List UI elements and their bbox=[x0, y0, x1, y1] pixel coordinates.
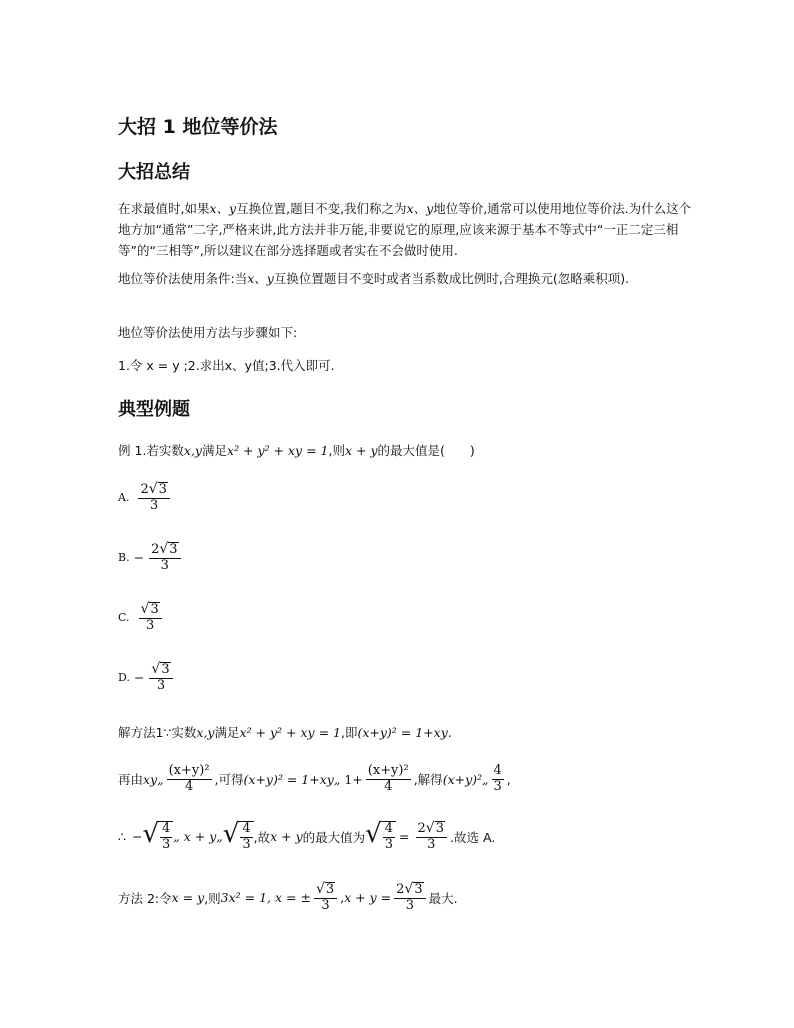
condition-paragraph: 地位等价法使用条件:当x、y互换位置题目不变时或者当系数成比例时,合理换元(忽略乘积项). bbox=[118, 271, 630, 286]
sqrt-icon: √ bbox=[148, 481, 158, 497]
method-intro: 地位等价法使用方法与步骤如下: bbox=[118, 325, 298, 340]
option-b-fraction: 2 √ 3 3 bbox=[149, 542, 180, 574]
sqrt-icon: √ bbox=[425, 820, 435, 836]
sqrt-icon: √ bbox=[222, 819, 240, 849]
fraction-sum-squared-over-4: $\frac{\text{(x+y)²}}{4}$ bbox=[168, 763, 210, 794]
page-title: 大招 1 地位等价法 bbox=[118, 116, 278, 138]
section-heading-examples: 典型例题 bbox=[118, 399, 190, 420]
sqrt-icon: √ bbox=[315, 881, 325, 897]
fraction-four-thirds: $\frac{4}{3}$ bbox=[493, 763, 502, 794]
sqrt-four-thirds-c: √ $\frac{4}{3}$ bbox=[365, 821, 396, 853]
sqrt-four-thirds-b: √ $\frac{4}{3}$ bbox=[223, 821, 254, 853]
example-1-question: 例 1.若实数 x,y 满足 x² + y² + xy = 1 ,则 x + y 的最大值是( ) bbox=[118, 442, 475, 458]
solution-line-3: ∴ − √ $\frac{4}{3}$ „ x + y„ √ $\frac{4}{3}$ ,故 x + y 的最大值为 √ $\frac{4}{3}$ = 2 √ 3 3 .故选 A. bbox=[118, 819, 496, 852]
option-d-fraction: √ 3 3 bbox=[149, 662, 172, 694]
sqrt-icon: √ bbox=[142, 819, 160, 849]
solution-line-1: 解方法1∵实数 x,y 满足 x² + y² + xy = 1 ,即 (x+y)² = 1+xy . bbox=[118, 724, 452, 740]
summary-paragraph: 在求最值时,如果x、y互换位置,题目不变,我们称之为x、y地位等价,通常可以使用地位等价法.为什么这个地方加“通常”二字,严格来讲,此方法并非万能,非要说它的原理,应该来源于基本不等式中“一正二定三相等”的“三相等”,所以建议在部分选择题或者实在不会做时使用. bbox=[118, 201, 692, 258]
option-c-fraction: √ 3 3 bbox=[139, 602, 162, 634]
answer-fraction: 2 √ 3 3 bbox=[416, 821, 447, 853]
option-c[interactable]: C. √ 3 3 bbox=[118, 602, 702, 634]
sqrt-four-thirds: √ $\frac{4}{3}$ bbox=[142, 821, 173, 853]
sqrt-icon: √ bbox=[404, 881, 414, 897]
root-fraction: √ 3 3 bbox=[314, 882, 337, 914]
section-heading-summary: 大招总结 bbox=[118, 162, 190, 183]
sqrt-icon: √ bbox=[365, 819, 382, 849]
option-b[interactable]: B. − 2 √ 3 3 bbox=[118, 542, 702, 574]
sqrt-icon: √ bbox=[159, 541, 169, 557]
option-d[interactable]: D. − √ 3 3 bbox=[118, 662, 702, 694]
solution-line-4: 方法 2:令 x = y ,则 3x² = 1, x = ± √ 3 3 , x + y = 2 √ 3 3 最大. bbox=[118, 881, 458, 913]
sqrt-icon: √ bbox=[151, 661, 161, 677]
method-steps: 1.令 x = y ;2.求出x、y值;3.代入即可. bbox=[118, 358, 335, 373]
fraction-sum-squared-over-4-b: $\frac{\text{(x+y)²}}{4}$ bbox=[367, 763, 409, 794]
solution-line-2: 再由 xy„ $\frac{\text{(x+y)²}}{4}$ ,可得 (x+y)² = 1+xy„ 1+ $\frac{\text{(x+y)²}}{4}$ ,解得 (x+y)²„ $\frac{4}{3}$ , bbox=[118, 763, 511, 794]
sum-fraction: 2 √ 3 3 bbox=[394, 882, 425, 914]
option-a[interactable]: A. 2 √ 3 3 bbox=[118, 482, 702, 514]
sqrt-icon: √ bbox=[140, 601, 150, 617]
option-a-fraction: 2 √ 3 3 bbox=[138, 482, 169, 514]
